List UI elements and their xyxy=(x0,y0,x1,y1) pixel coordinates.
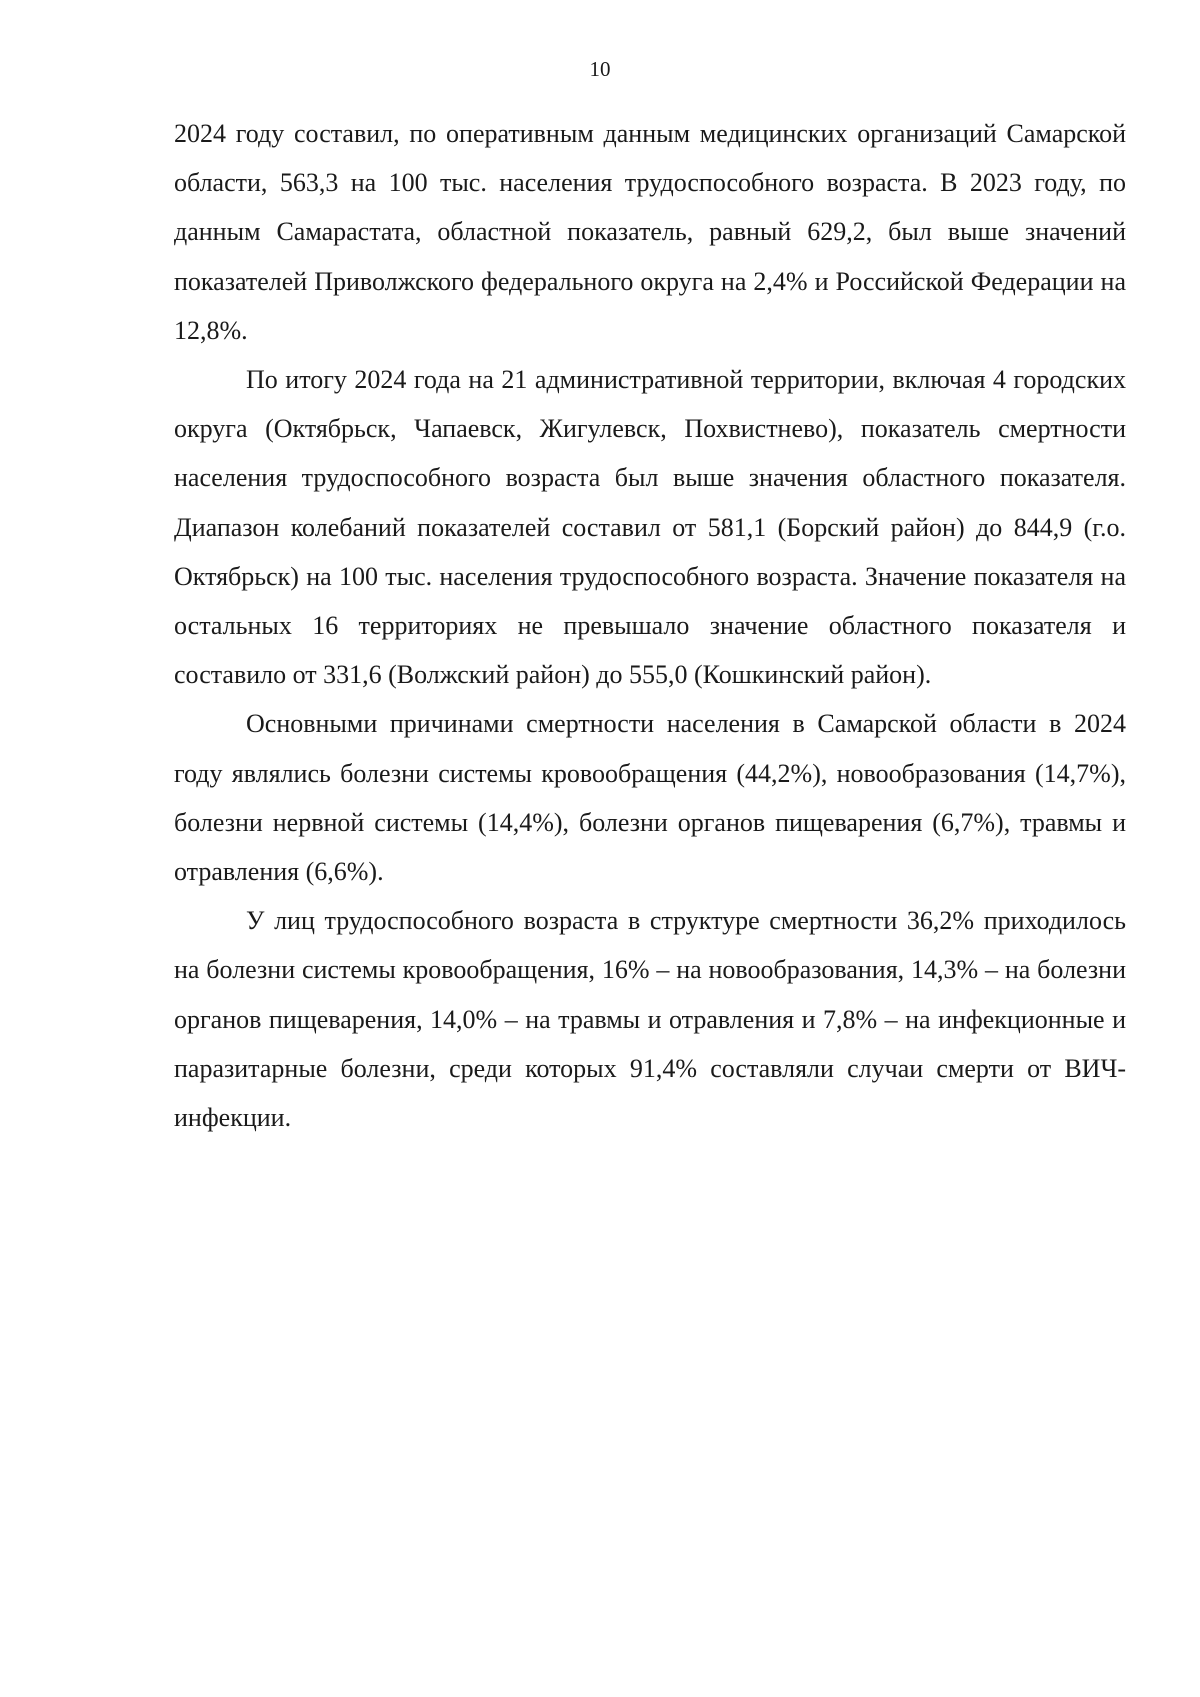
paragraph-main-causes: Основными причинами смертности населения в Самарской области в 2024 году являлись болезни системы кровообращения (44,2%), новообразования (14,7%), болезни нервной системы (14,4%), болезни органов пищеварения (6,7%), травмы и отравления (6,6%). xyxy=(174,709,1126,887)
document-body xyxy=(174,109,1126,1142)
paragraph-working-age-causes: У лиц трудоспособного возраста в структуре смертности 36,2% приходилось на болезни системы кровообращения, 16% – на новообразования, 14,3% – на болезни органов пищеварения, 14,0% – на травмы и отравления и 7,8% – на инфекционные и паразитарные болезни, среди которых 91,4% составляли случаи смерти от ВИЧ-инфекции. xyxy=(174,906,1126,1133)
paragraph-mortality-rate: 2024 году составил, по оперативным данным медицинских организаций Самарской области, 563,3 на 100 тыс. населения трудоспособного возраста. В 2023 году, по данным Самарастата, областной показатель, равный 629,2, был выше значений показателей Приволжского федерального округа на 2,4% и Российской Федерации на 12,8%. xyxy=(174,119,1126,345)
page-number: 10 xyxy=(589,57,611,81)
paragraph-territories: По итогу 2024 года на 21 административной территории, включая 4 городских округа (Октябрьск, Чапаевск, Жигулевск, Похвистнево), показатель смертности населения трудоспособного возраста был выше значения областного показателя. Диапазон колебаний показателей составил от 581,1 (Борский район) до 844,9 (г.о. Октябрьск) на 100 тыс. населения трудоспособного возраста. Значение показателя на остальных 16 территориях не превышало значение областного показателя и составило от 331,6 (Волжский район) до 555,0 (Кошкинский район). xyxy=(174,365,1126,690)
